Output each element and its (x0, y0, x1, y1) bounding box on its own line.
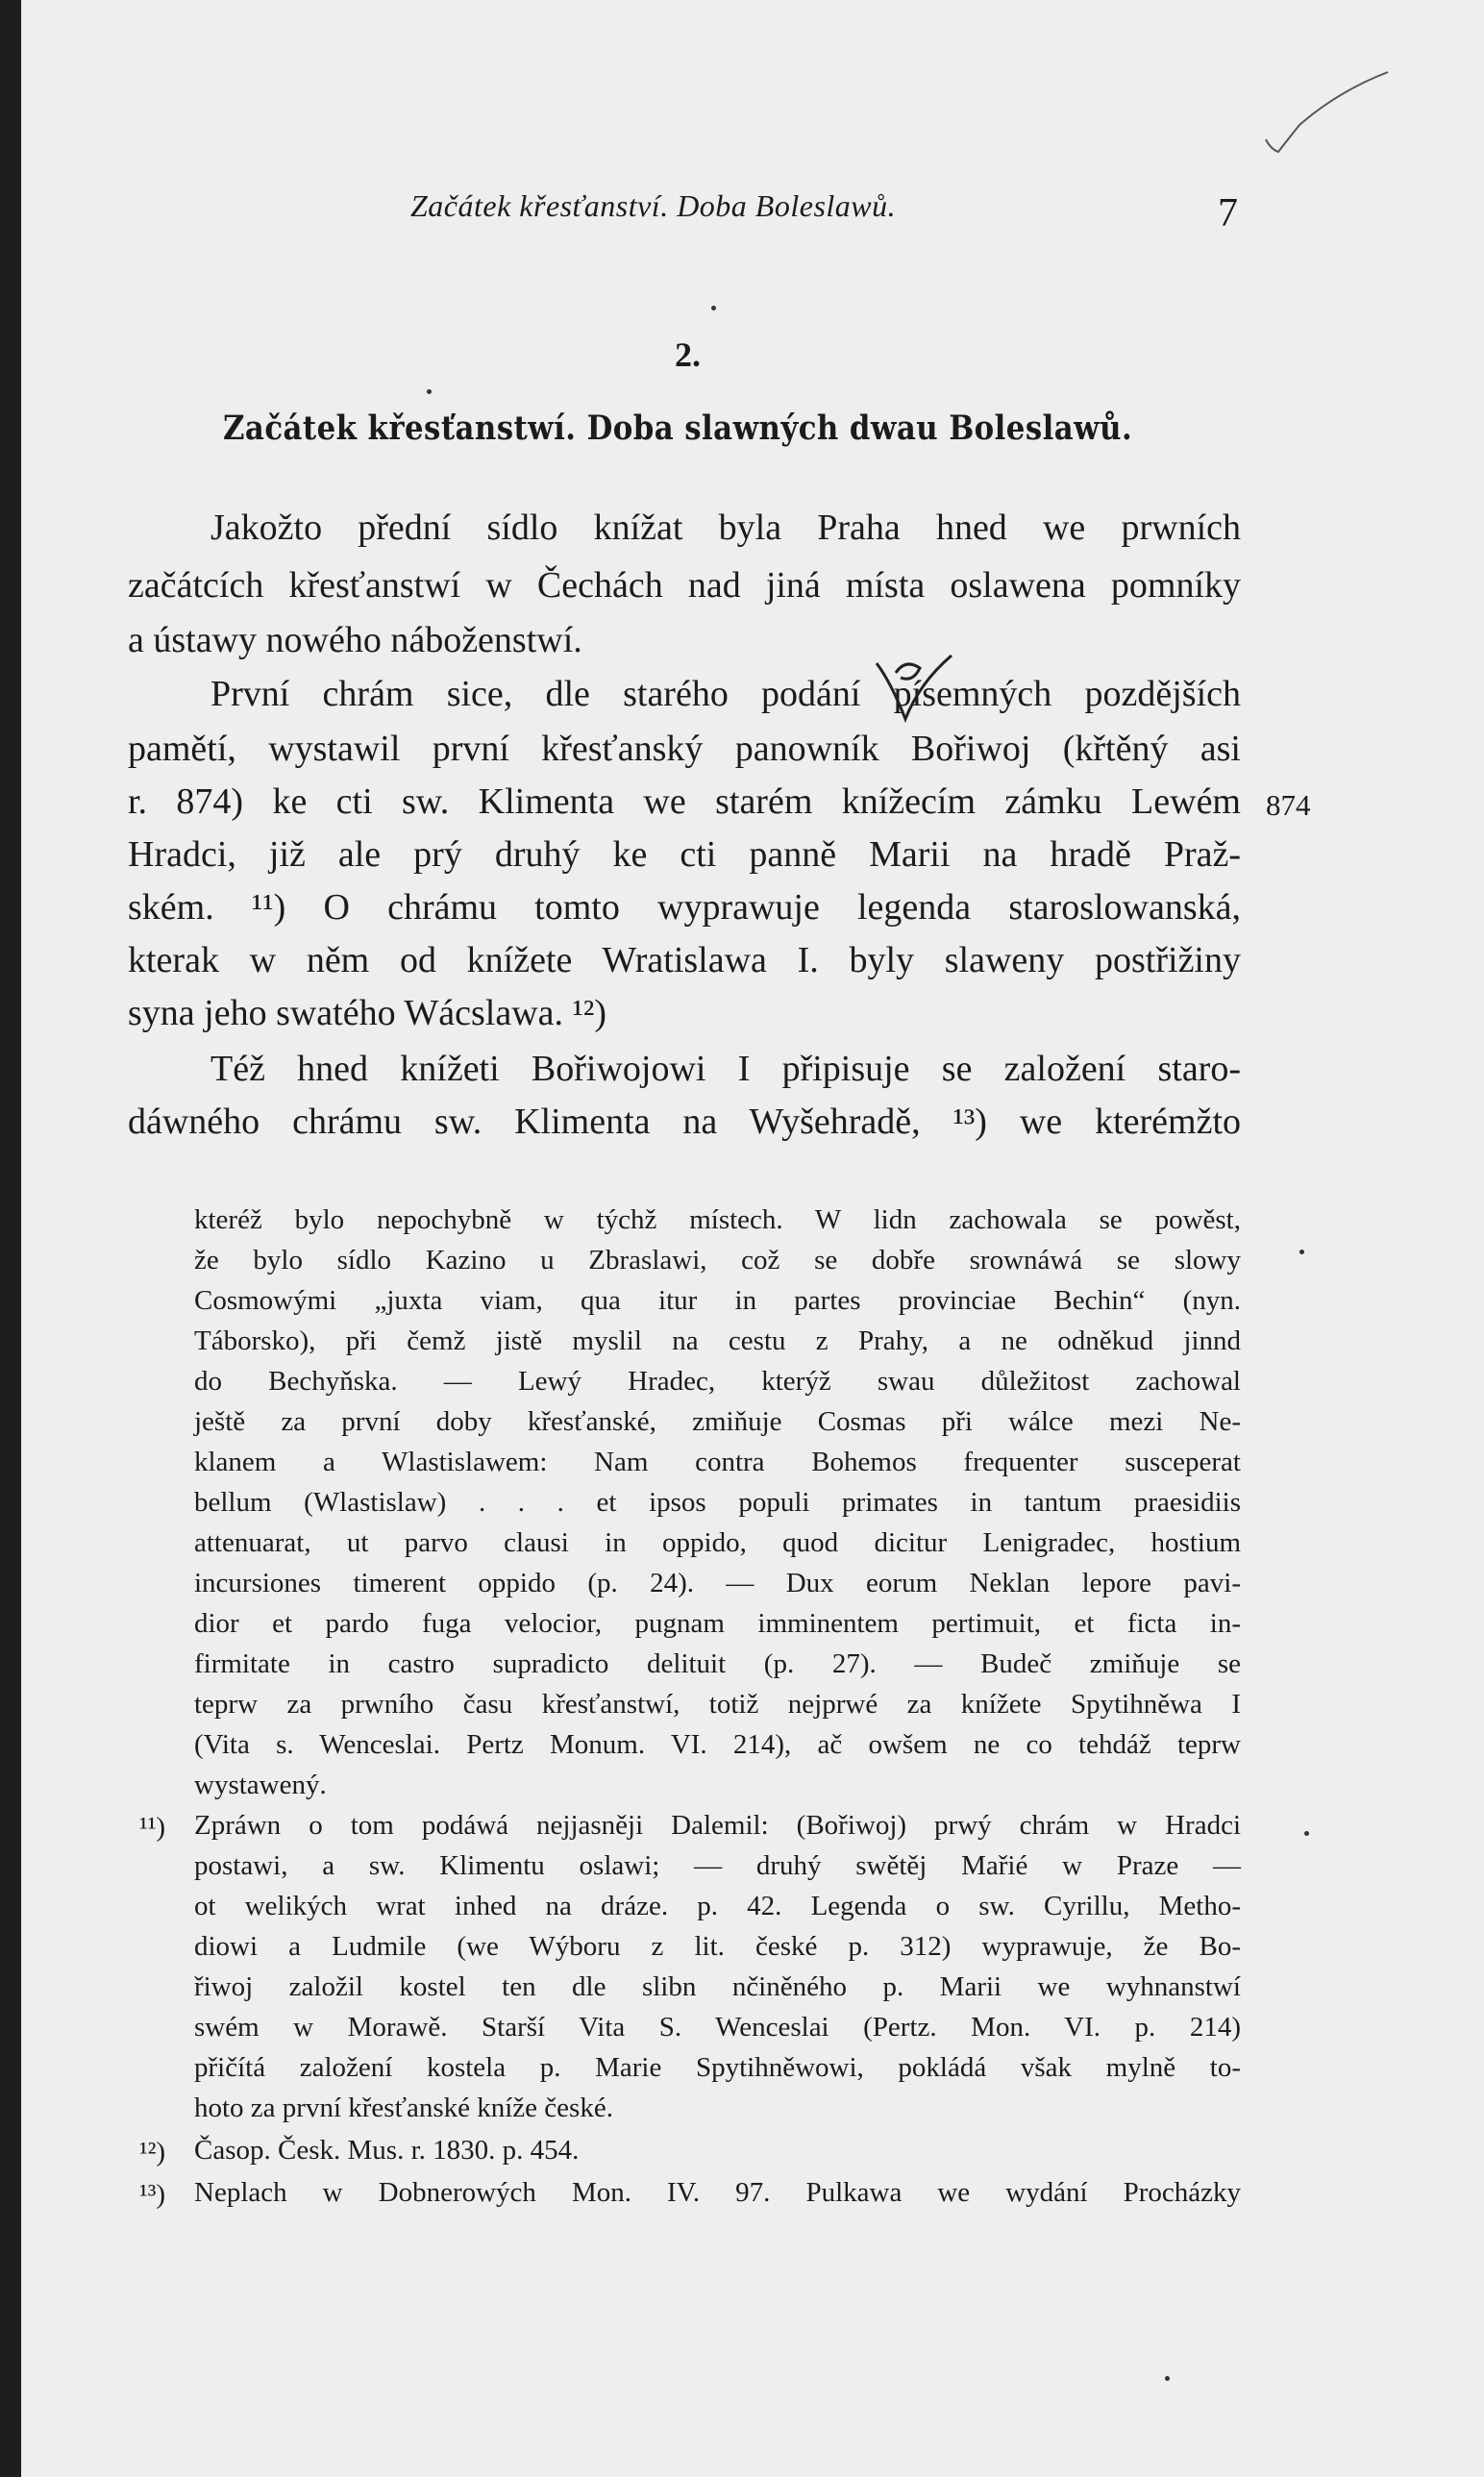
body-line: r. 874) ke cti sw. Klimenta we starém knížecím zámku Lewém (128, 781, 1241, 822)
footnote-line: Táborsko), při čemž jistě myslil na cestu z Prahy, a ne odněkud jinnd (194, 1325, 1241, 1356)
section-title: Začátek křesťanstwí. Doba slawných dwau Boleslawů. (223, 409, 1133, 448)
ink-speck (1304, 1831, 1309, 1836)
body-line: začátcích křesťanstwí w Čechách nad jiná místa oslawena pomníky (128, 565, 1241, 606)
footnote-line: (Vita s. Wenceslai. Pertz Monum. VI. 214), ač owšem ne co tehdáž teprw (194, 1729, 1241, 1760)
footnote-line: ot welikých wrat inhed na dráze. p. 42. Legenda o sw. Cyrillu, Metho- (194, 1891, 1241, 1921)
footnote-marker-12: ¹²) (139, 2137, 166, 2167)
body-line: kterak w něm od knížete Wratislawa I. byly slaweny postřižiny (128, 940, 1241, 980)
body-line: ském. ¹¹) O chrámu tomto wyprawuje legenda staroslowanská, (128, 887, 1241, 928)
footnote-line: incursiones timerent oppido (p. 24). — Dux eorum Neklan lepore pavi- (194, 1568, 1241, 1598)
footnote-line: swém w Morawě. Starší Vita S. Wenceslai (Pertz. Mon. VI. p. 214) (194, 2012, 1241, 2043)
footnote-line: diowi a Ludmile (we Wýboru z lit. české p. 312) wyprawuje, že Bo- (194, 1931, 1241, 1962)
footnote-line: postawi, a sw. Klimentu oslawi; — druhý swětěj Mařié w Praze — (194, 1850, 1241, 1881)
footnote-line: klanem a Wlastislawem: Nam contra Bohemos frequenter susceperat (194, 1447, 1241, 1477)
footnote-line: Cosmowými „juxta viam, qua itur in partes provinciae Bechin“ (nyn. (194, 1285, 1241, 1316)
footnote-line: hoto za první křesťanské kníže české. (194, 2093, 613, 2123)
footnote-marker-11: ¹¹) (139, 1812, 166, 1843)
pencil-annotation (867, 644, 953, 731)
footnote-line: wystawený. (194, 1770, 327, 1800)
footnote-line: kteréž bylo nepochybně w týchž místech. W lidn zachowala se powěst, (194, 1204, 1241, 1235)
body-line: První chrám sice, dle starého podání písemných pozdějších (210, 674, 1241, 714)
page-number: 7 (1218, 191, 1238, 235)
footnote-line: teprw za prwního času křesťanstwí, totiž nejprwé za knížete Spytihněwa I (194, 1689, 1241, 1720)
pencil-check-mark (1261, 67, 1396, 163)
footnote-marker-13: ¹³) (139, 2179, 166, 2210)
footnote-line: firmitate in castro supradicto delituit (p. 27). — Budeč zmiňuje se (194, 1648, 1241, 1679)
footnote-line: Neplach w Dobnerowých Mon. IV. 97. Pulkawa we wydání Procházky (194, 2177, 1241, 2208)
footnote-line: Časop. Česk. Mus. r. 1830. p. 454. (194, 2135, 580, 2166)
body-line: Jakožto přední sídlo knížat byla Praha hned we prwních (210, 508, 1241, 548)
ink-speck (427, 389, 432, 394)
body-line: pamětí, wystawil první křesťanský panowník Bořiwoj (křtěný asi (128, 729, 1241, 769)
body-line: syna jeho swatého Wácslawa. ¹²) (128, 993, 606, 1033)
ink-speck (1299, 1250, 1304, 1254)
footnote-line: Zpráwn o tom podáwá nejjasněji Dalemil: (Bořiwoj) prwý chrám w Hradci (194, 1810, 1241, 1841)
body-line: Též hned knížeti Bořiwojowi I připisuje se založení staro- (210, 1049, 1241, 1089)
footnote-line: přičítá založení kostela p. Marie Spytihněwowi, pokládá však mylně to- (194, 2052, 1241, 2083)
ink-speck (1165, 2376, 1170, 2381)
footnote-line: že bylo sídlo Kazino u Zbraslawi, což se dobře srownáwá se slowy (194, 1245, 1241, 1276)
ink-speck (711, 306, 716, 310)
running-head: Začátek křesťanství. Doba Boleslawů. (410, 188, 897, 223)
body-line: dáwného chrámu sw. Klimenta na Wyšehradě, ¹³) we kterémžto (128, 1102, 1241, 1142)
footnote-line: ještě za první doby křesťanské, zmiňuje Cosmas při wálce mezi Ne- (194, 1406, 1241, 1437)
footnote-line: dior et pardo fuga velocior, pugnam imminentem pertimuit, et ficta in- (194, 1608, 1241, 1639)
footnote-line: do Bechyňska. — Lewý Hradec, kterýž swau důležitost zachowal (194, 1366, 1241, 1397)
margin-year: 874 (1266, 788, 1311, 822)
book-page (21, 0, 1484, 2477)
body-line: a ústawy nowého náboženstwí. (128, 620, 582, 660)
footnote-line: řiwoj založil kostel ten dle slibn nčiněného p. Marii we wyhnanstwí (194, 1971, 1241, 2002)
footnote-line: attenuarat, ut parvo clausi in oppido, quod dicitur Lenigradec, hostium (194, 1527, 1241, 1558)
footnote-line: bellum (Wlastislaw) . . . et ipsos populi primates in tantum praesidiis (194, 1487, 1241, 1518)
section-number: 2. (675, 335, 701, 374)
body-line: Hradci, již ale prý druhý ke cti panně Marii na hradě Praž- (128, 834, 1241, 875)
